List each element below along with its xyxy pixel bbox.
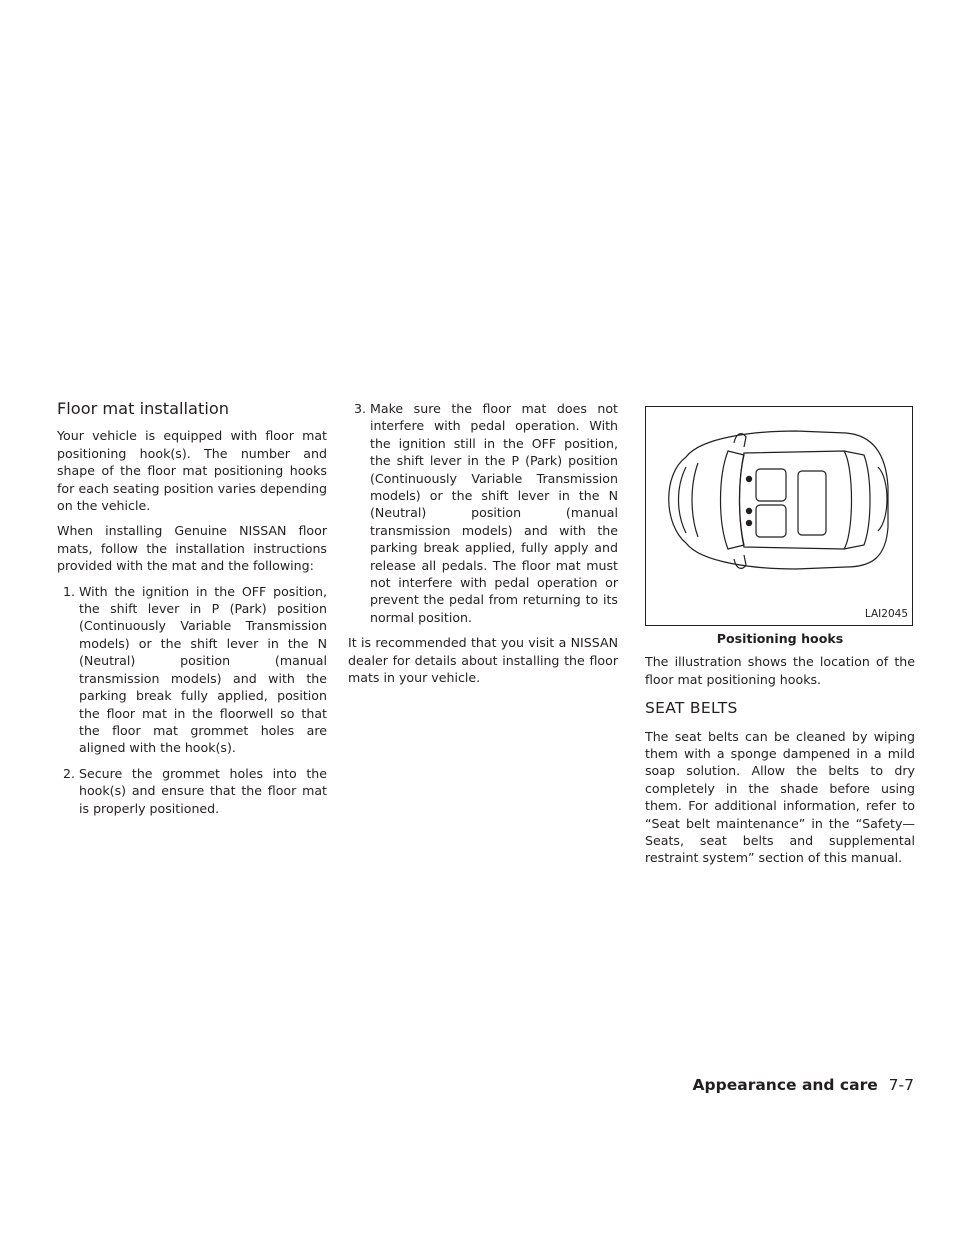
install-steps xyxy=(57,583,327,817)
right-column xyxy=(645,406,915,875)
middle-column xyxy=(348,400,618,695)
step-text: Make sure the floor mat does not interfere with pedal operation. With the ignition still in the OFF position, the shift lever in the P (Park) position (Continuously Variable Transmission models) or the shift lever in the N (Neutral) position (manual transmission models) and with the parking break applied, fully apply and release all pedals. The floor mat must not interfere with pedal operation or prevent the pedal from returning to its normal position. xyxy=(370,401,618,625)
step-text: With the ignition in the OFF position, the shift lever in P (Park) position (Continuously Variable Transmission models) or the shift lever in the N (Neutral) position (manual transmission models) and with the parking break fully applied, position the floor mat in the floorwell so that the floor mat grommet holes are aligned with the hook(s). xyxy=(79,583,327,756)
install-intro: When installing Genuine NISSAN floor mats, follow the installation instructions provided with the mat and the following: xyxy=(57,523,327,574)
positioning-hooks-figure xyxy=(645,406,913,626)
figure-description: The illustration shows the location of the floor mat positioning hooks. xyxy=(645,654,915,687)
floor-mat-intro: Your vehicle is equipped with floor mat positioning hook(s). The number and shape of the floor mat positioning hooks for each seating position varies depending on the vehicle. xyxy=(57,428,327,514)
install-step xyxy=(57,765,327,817)
figure-code: LAI2045 xyxy=(864,607,908,620)
figure-caption: Positioning hooks xyxy=(716,631,844,646)
step-number: 2. xyxy=(62,765,75,781)
footer-section: Appearance and care xyxy=(692,1076,878,1094)
install-steps-continued xyxy=(348,400,618,626)
left-column xyxy=(57,400,327,825)
install-step xyxy=(57,583,327,757)
dealer-recommendation: It is recommended that you visit a NISSAN dealer for details about installing the floor mats in your vehicle. xyxy=(348,635,618,686)
car-top-view-illustration xyxy=(646,407,912,625)
step-number: 3. xyxy=(353,401,366,416)
hook-markers xyxy=(746,476,752,526)
seat-belts-title: SEAT BELTS xyxy=(645,699,738,718)
floor-mat-title: Floor mat installation xyxy=(57,399,229,418)
seat-belts-body: The seat belts can be cleaned by wiping them with a sponge dampened in a mild soap solution. Allow the belts to dry completely in the shade before using them. For additional information, refer to “Seat belt maintenance” in the “Safety—Seats, seat belts and supplemental restraint system” section of this manual. xyxy=(645,728,915,866)
step-text: Secure the grommet holes into the hook(s) and ensure that the floor mat is properly positioned. xyxy=(79,765,327,816)
install-step xyxy=(348,400,618,626)
step-number: 1. xyxy=(62,583,75,599)
page-number: 7-7 xyxy=(888,1076,914,1094)
page-footer xyxy=(693,1076,914,1094)
